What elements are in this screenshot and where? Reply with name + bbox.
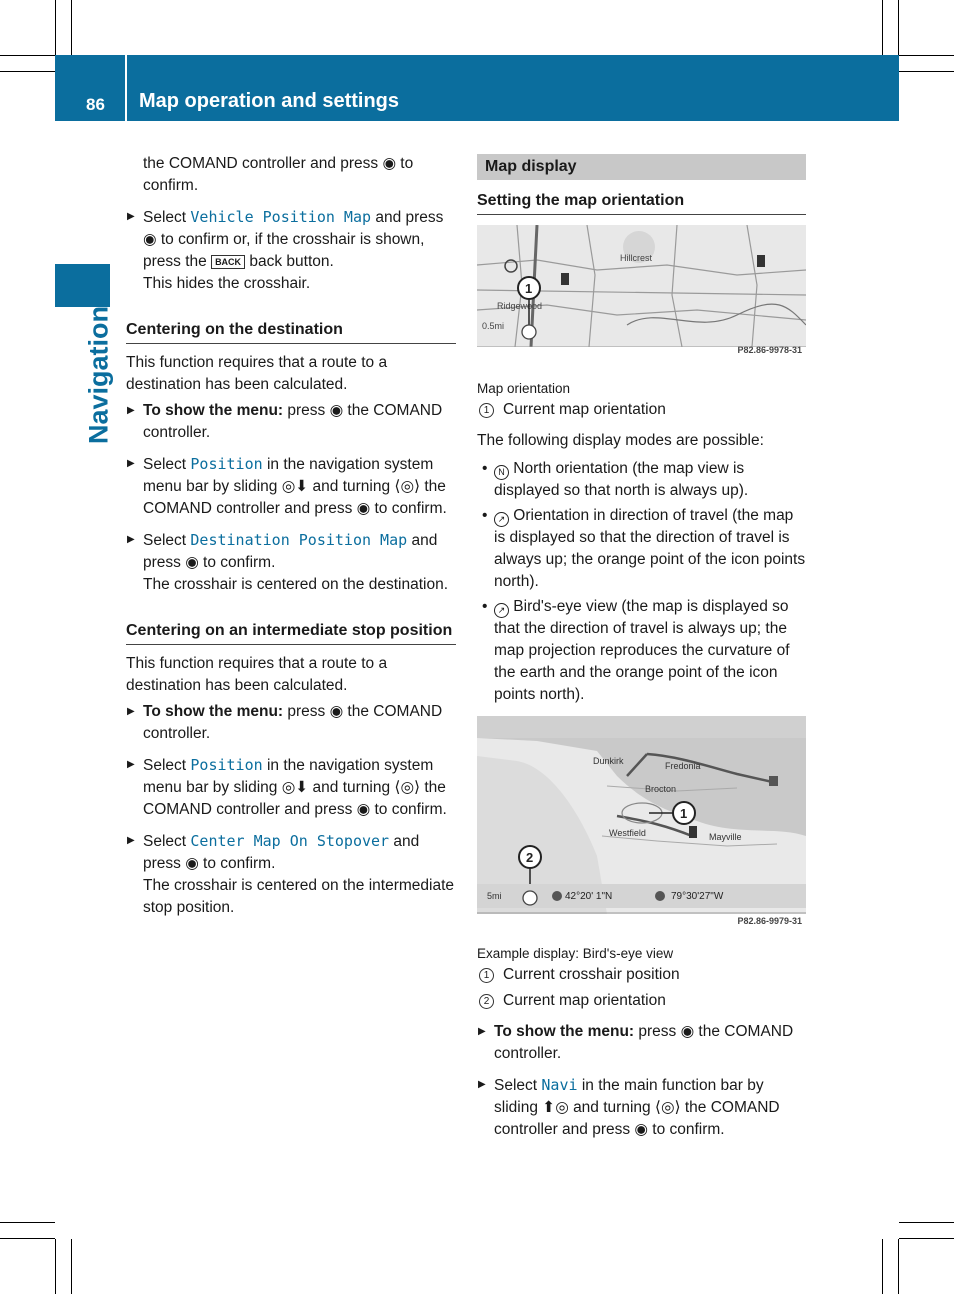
section-bar-map-display: Map display	[477, 154, 806, 180]
menu-item-navi: Navi	[541, 1076, 578, 1094]
step-arrow-icon: ▶	[127, 534, 135, 545]
step-select-position: ▶ Select Position in the navigation system menu bar by sliding ◎⬇ and turning ⟨◎⟩ the COMAND controller and press ◉ to confirm.	[127, 756, 447, 818]
latitude-readout: 42°20' 1"N	[565, 891, 613, 902]
north-orientation-icon	[522, 325, 536, 339]
step-note: This hides the crosshair.	[143, 275, 311, 292]
crop-mark	[899, 55, 954, 56]
step-note: The crosshair is centered on the intermediate stop position.	[143, 877, 455, 916]
figure-id: P82.86-9978-31	[737, 345, 802, 355]
birdseye-icon: ↗	[494, 603, 509, 618]
step-arrow-icon: ▶	[478, 1026, 486, 1037]
crop-mark	[55, 0, 56, 55]
heading-up-icon: ↗	[494, 512, 509, 527]
heading-map-orientation: Setting the map orientation	[477, 190, 806, 215]
crop-mark	[0, 71, 55, 72]
step-arrow-icon: ▶	[478, 1079, 486, 1090]
fuel-station-icon	[757, 255, 765, 267]
page-number: 86	[86, 95, 105, 114]
map-town-label: Ridgewood	[497, 301, 543, 311]
crop-mark	[899, 1222, 954, 1223]
map-town-label: Fredonia	[665, 761, 701, 771]
gps-icon	[655, 891, 665, 901]
menu-item-position: Position	[190, 455, 263, 473]
destination-flag-icon	[769, 776, 778, 786]
map-image-birdseye	[477, 716, 806, 914]
figure-birdseye	[477, 716, 806, 934]
menu-item-position: Position	[190, 756, 263, 774]
page-title: Map operation and settings	[139, 90, 400, 112]
gps-icon	[552, 891, 562, 901]
map-image-orientation	[477, 225, 806, 347]
map-town-label: Brocton	[645, 784, 677, 794]
requirement-text: This function requires that a route to a destination has been calculated.	[126, 354, 388, 393]
section-label: Navigation	[83, 305, 114, 445]
svg-text:1: 1	[680, 806, 688, 821]
legend-item: 2 Current map orientation	[477, 990, 806, 1012]
section-tab	[55, 264, 110, 307]
step-arrow-icon: ▶	[127, 458, 135, 469]
map-scale-label: 5mi	[487, 891, 502, 901]
menu-item-center-map-on-stopover: Center Map On Stopover	[190, 832, 390, 850]
legend-item: 1 Current crosshair position	[477, 964, 806, 986]
step-arrow-icon: ▶	[127, 405, 135, 416]
step-select-navi: ▶ Select Navi in the main function bar by sliding ⬆◎ and turning ⟨◎⟩ the COMAND controller and press ◉ to confirm.	[478, 1076, 780, 1138]
crop-mark	[898, 1239, 899, 1294]
heading-centering-destination: Centering on the destination	[126, 319, 456, 344]
step-arrow-icon: ▶	[127, 211, 135, 222]
step-note: The crosshair is centered on the destination.	[143, 576, 449, 593]
mode-item-north: • N North orientation (the map view is displayed so that north is always up).	[482, 460, 749, 499]
crop-mark	[0, 55, 55, 56]
step-select-position: ▶ Select Position in the navigation system menu bar by sliding ◎⬇ and turning ⟨◎⟩ the COMAND controller and press ◉ to confirm.	[127, 455, 447, 517]
figure-id: P82.86-9979-31	[737, 916, 802, 926]
legend-item: 1 Current map orientation	[477, 399, 806, 421]
crop-mark	[898, 0, 899, 55]
crop-mark	[71, 0, 72, 55]
map-town-label: Mayville	[709, 832, 742, 842]
crop-mark	[0, 1222, 55, 1223]
longitude-readout: 79°30'27"W	[671, 891, 724, 902]
crop-mark	[71, 1239, 72, 1294]
svg-text:1: 1	[525, 281, 533, 296]
left-column	[126, 153, 456, 919]
step-arrow-icon: ▶	[127, 759, 135, 770]
heading-centering-stopover: Centering on an intermediate stop position	[126, 620, 456, 645]
map-scale-label: 0.5mi	[482, 321, 505, 331]
birdseye-icon	[523, 891, 537, 905]
crop-mark	[0, 1238, 55, 1239]
crop-mark	[882, 0, 883, 55]
step-arrow-icon: ▶	[127, 706, 135, 717]
modes-intro: The following display modes are possible:	[477, 432, 764, 449]
right-column	[477, 154, 806, 1141]
back-key-icon: BACK	[211, 255, 245, 269]
crop-mark	[882, 1239, 883, 1294]
step-show-menu: ▶ To show the menu: press ◉ the COMAND controller.	[127, 703, 443, 742]
menu-item-vehicle-position-map: Vehicle Position Map	[190, 208, 372, 226]
fuel-station-icon	[561, 273, 569, 285]
menu-item-destination-position-map: Destination Position Map	[190, 531, 408, 549]
step-show-menu: ▶ To show the menu: press ◉ the COMAND controller.	[478, 1023, 794, 1062]
mode-item-birdseye: • ↗ Bird's-eye view (the map is displayed so that the direction of travel is always up; the map projection reproduces the curvature of the earth and the orange point of the icon points north).	[482, 598, 790, 703]
step-select-center-stopover: ▶ Select Center Map On Stopover and press ◉ to confirm. The crosshair is centered on the intermediate stop position.	[126, 830, 456, 919]
figure-caption: Map orientation	[477, 381, 571, 396]
svg-text:2: 2	[526, 850, 534, 865]
north-orientation-icon: N	[494, 465, 509, 480]
intro-text: the COMAND controller and press ◉ to confirm.	[143, 155, 414, 194]
requirement-text: This function requires that a route to a destination has been calculated.	[126, 655, 388, 694]
mode-item-direction: • ↗ Orientation in direction of travel (the map is displayed so that the direction of travel is always up; the orange point of the icon points north).	[482, 507, 806, 590]
map-town-label: Hillcrest	[620, 253, 653, 263]
crop-mark	[899, 1238, 954, 1239]
step-show-menu: ▶ To show the menu: press ◉ the COMAND controller.	[127, 402, 443, 441]
fuel-station-icon	[689, 826, 697, 838]
figure-map-orientation	[477, 225, 806, 363]
crop-mark	[899, 71, 954, 72]
map-town-label: Dunkirk	[593, 756, 624, 766]
figure-caption: Example display: Bird's-eye view	[477, 946, 674, 961]
step-arrow-icon: ▶	[127, 835, 135, 846]
header-separator	[125, 55, 127, 121]
map-town-label: Westfield	[609, 828, 646, 838]
crop-mark	[55, 1239, 56, 1294]
step-vehicle-position: ▶ Select Vehicle Position Map and press ◉ to confirm or, if the crosshair is shown, press the BACK back button. This hides the crosshair.	[126, 206, 456, 295]
step-select-destination-map: ▶ Select Destination Position Map and press ◉ to confirm. The crosshair is centered on the destination.	[126, 529, 456, 596]
